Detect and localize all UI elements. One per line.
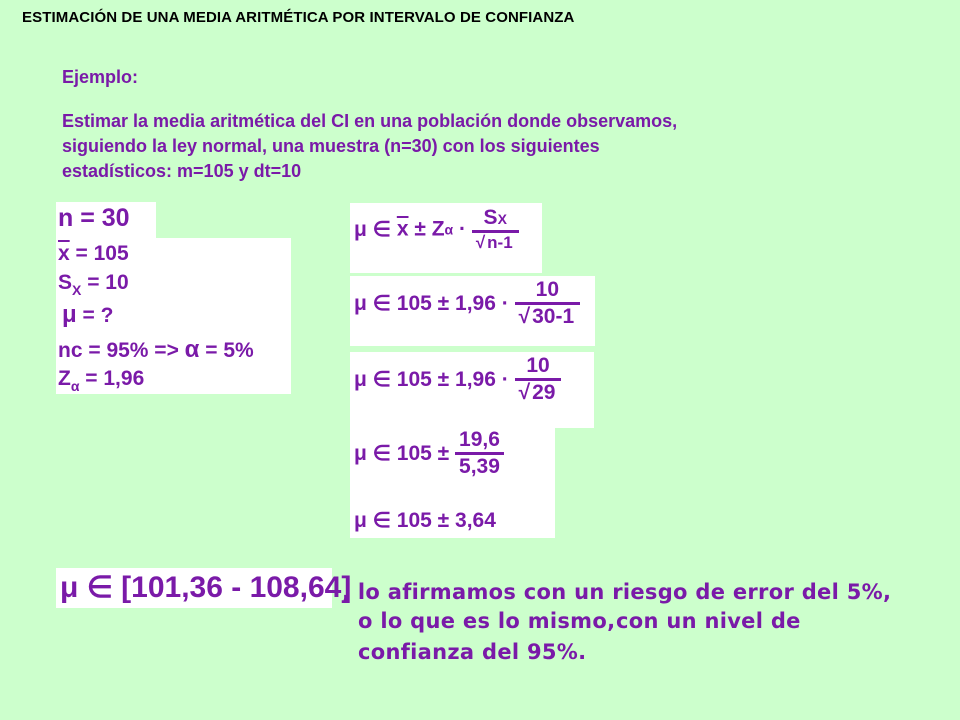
sample-size: n = 30 — [58, 204, 130, 232]
conclusion-line-3: confianza del 95%. — [358, 640, 587, 664]
confidence-interval: μ ∈ [101,36 - 108,64] — [60, 571, 352, 604]
statement-line-3: estadísticos: m=105 y dt=10 — [62, 161, 302, 181]
conclusion-line-1: , lo afirmamos con un riesgo de error del 5%, — [342, 580, 892, 604]
statement-line-1: Estimar la media aritmética del CI en una población donde observamos, — [62, 111, 678, 131]
conclusion-line-2a: o lo que es lo mismo, — [358, 609, 616, 633]
sample-mean: $\overline{x} = 105$ — [58, 242, 129, 265]
sample-sd: $S_X = 10$ — [58, 271, 129, 298]
formula-substituted: μ ∈ 105 ± 1,96 · $\frac{10}{√30-1}$ — [354, 278, 580, 329]
population-mean: μ = ? — [62, 301, 114, 328]
example-heading: Ejemplo: — [62, 67, 139, 87]
formula-general: μ ∈ $\overline{x} \pm Z\alpha$ · $\frac{SX}{√ n-1}$ — [354, 206, 519, 253]
problem-statement — [62, 109, 902, 184]
formula-step3: μ ∈ 105 ± 1,96 · $\frac{10}{√29}$ — [354, 354, 561, 405]
conclusion-line-2b: con un nivel de — [616, 609, 801, 633]
formula-step4: μ ∈ 105 ± $\frac{19,6}{5,39}$ — [354, 428, 504, 479]
confidence-level: nc = 95% => α = 5% — [58, 336, 254, 363]
statement-line-2: siguiendo la ley normal, una muestra (n=30) con los siguientes — [62, 136, 600, 156]
z-value: $Z_\alpha = 1,96$ — [58, 367, 145, 394]
formula-result: μ ∈ 105 ± 3,64 — [354, 509, 496, 532]
page-title: ESTIMACIÓN DE UNA MEDIA ARITMÉTICA POR INTERVALO DE CONFIANZA — [22, 9, 575, 26]
